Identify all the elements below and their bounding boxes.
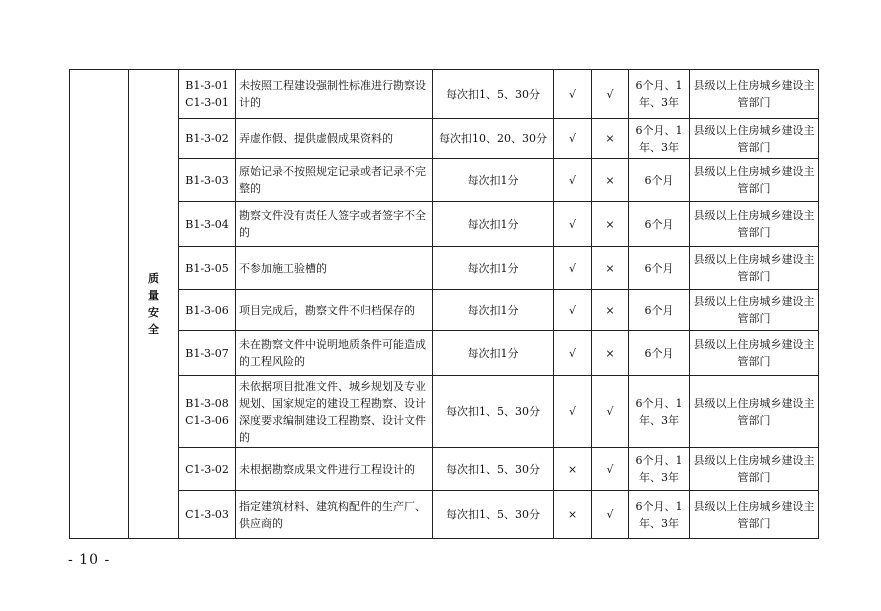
table-body bbox=[70, 70, 819, 539]
authority-cell: 县级以上住房城乡建设主管部门 bbox=[690, 159, 819, 202]
code-text: B1-3-06 bbox=[185, 303, 229, 317]
table-row bbox=[70, 290, 819, 331]
mark1-cell: √ bbox=[554, 331, 592, 376]
mark2-cell: √ bbox=[592, 70, 629, 119]
period-cell: 6个月、1年、3年 bbox=[629, 491, 690, 539]
description-cell: 勘察文件没有责任人签字或者签字不全的 bbox=[236, 202, 433, 247]
authority-cell: 县级以上住房城乡建设主管部门 bbox=[690, 290, 819, 331]
mark1-cell: √ bbox=[554, 247, 592, 290]
mark1-cell: √ bbox=[554, 159, 592, 202]
mark1-cell: √ bbox=[554, 119, 592, 159]
mark2-cell: × bbox=[592, 119, 629, 159]
mark2-cell: × bbox=[592, 290, 629, 331]
mark2-cell: × bbox=[592, 331, 629, 376]
description-cell: 原始记录不按照规定记录或者记录不完整的 bbox=[236, 159, 433, 202]
penalty-cell: 每次扣1分 bbox=[433, 247, 554, 290]
mark2-cell: × bbox=[592, 202, 629, 247]
description-cell: 未依据项目批准文件、城乡规划及专业规划、国家规定的建设工程勘察、设计深度要求编制建设工程勘察、设计文件的 bbox=[236, 376, 433, 448]
description-cell: 未按照工程建设强制性标准进行勘察设计的 bbox=[236, 70, 433, 119]
table-row bbox=[70, 491, 819, 539]
authority-cell: 县级以上住房城乡建设主管部门 bbox=[690, 119, 819, 159]
code-text: B1-3-02 bbox=[185, 132, 229, 145]
code-text: B1-3-03 bbox=[185, 173, 229, 187]
code-text: C1-3-02 bbox=[185, 462, 229, 476]
mark1-cell: √ bbox=[554, 376, 592, 448]
table-row bbox=[70, 247, 819, 290]
code-text: B1-3-05 bbox=[185, 261, 229, 275]
mark2-cell: √ bbox=[592, 448, 629, 491]
table-row bbox=[70, 331, 819, 376]
mark1-cell: × bbox=[554, 448, 592, 491]
code-text: C1-3-03 bbox=[185, 508, 229, 521]
table-row bbox=[70, 159, 819, 202]
code-cell bbox=[179, 376, 236, 448]
authority-cell: 县级以上住房城乡建设主管部门 bbox=[690, 448, 819, 491]
authority-cell: 县级以上住房城乡建设主管部门 bbox=[690, 376, 819, 448]
code-cell bbox=[179, 70, 236, 119]
code-cell bbox=[179, 491, 236, 539]
description-cell: 未在勘察文件中说明地质条件可能造成的工程风险的 bbox=[236, 331, 433, 376]
authority-cell: 县级以上住房城乡建设主管部门 bbox=[690, 70, 819, 119]
penalty-cell: 每次扣1分 bbox=[433, 202, 554, 247]
penalty-cell: 每次扣1、5、30分 bbox=[433, 70, 554, 119]
mark2-cell: × bbox=[592, 159, 629, 202]
code-text: B1-3-04 bbox=[185, 217, 229, 231]
authority-cell: 县级以上住房城乡建设主管部门 bbox=[690, 491, 819, 539]
period-cell: 6个月 bbox=[629, 247, 690, 290]
description-cell: 不参加施工验槽的 bbox=[236, 247, 433, 290]
period-cell: 6个月、1年、3年 bbox=[629, 376, 690, 448]
mark1-cell: √ bbox=[554, 202, 592, 247]
table-row bbox=[70, 70, 819, 119]
code-text: C1-3-01 bbox=[185, 96, 229, 109]
penalty-cell: 每次扣1、5、30分 bbox=[433, 491, 554, 539]
code-text: C1-3-06 bbox=[185, 413, 229, 427]
code-cell bbox=[179, 159, 236, 202]
period-cell: 6个月 bbox=[629, 290, 690, 331]
code-cell bbox=[179, 247, 236, 290]
code-cell bbox=[179, 202, 236, 247]
description-cell: 项目完成后，勘察文件不归档保存的 bbox=[236, 290, 433, 331]
table-row bbox=[70, 376, 819, 448]
penalty-cell: 每次扣1、5、30分 bbox=[433, 376, 554, 448]
code-text: B1-3-08 bbox=[185, 396, 229, 410]
table-row bbox=[70, 119, 819, 159]
penalty-cell: 每次扣1、5、30分 bbox=[433, 448, 554, 491]
period-cell: 6个月 bbox=[629, 159, 690, 202]
penalty-table bbox=[69, 69, 819, 539]
authority-cell: 县级以上住房城乡建设主管部门 bbox=[690, 202, 819, 247]
code-cell bbox=[179, 331, 236, 376]
mark1-cell: × bbox=[554, 491, 592, 539]
period-cell: 6个月、1年、3年 bbox=[629, 448, 690, 491]
period-cell: 6个月、1年、3年 bbox=[629, 119, 690, 159]
mark2-cell: × bbox=[592, 247, 629, 290]
mark2-cell: √ bbox=[592, 491, 629, 539]
period-cell: 6个月 bbox=[629, 202, 690, 247]
authority-cell: 县级以上住房城乡建设主管部门 bbox=[690, 331, 819, 376]
code-cell bbox=[179, 448, 236, 491]
table-row bbox=[70, 202, 819, 247]
period-cell: 6个月、1年、3年 bbox=[629, 70, 690, 119]
penalty-cell: 每次扣1分 bbox=[433, 331, 554, 376]
table-row bbox=[70, 448, 819, 491]
empty-index-cell bbox=[70, 70, 129, 539]
category-cell: 质量安全 bbox=[129, 70, 179, 539]
penalty-cell: 每次扣10、20、30分 bbox=[433, 119, 554, 159]
authority-cell: 县级以上住房城乡建设主管部门 bbox=[690, 247, 819, 290]
mark1-cell: √ bbox=[554, 290, 592, 331]
penalty-cell: 每次扣1分 bbox=[433, 159, 554, 202]
code-text: B1-3-01 bbox=[185, 79, 229, 92]
page-number: - 10 - bbox=[68, 552, 111, 568]
period-cell: 6个月 bbox=[629, 331, 690, 376]
description-cell: 指定建筑材料、建筑构配件的生产厂、供应商的 bbox=[236, 491, 433, 539]
description-cell: 未根据勘察成果文件进行工程设计的 bbox=[236, 448, 433, 491]
penalty-cell: 每次扣1分 bbox=[433, 290, 554, 331]
mark2-cell: √ bbox=[592, 376, 629, 448]
code-cell bbox=[179, 119, 236, 159]
code-cell bbox=[179, 290, 236, 331]
code-text: B1-3-07 bbox=[185, 346, 229, 360]
description-cell: 弄虚作假、提供虚假成果资料的 bbox=[236, 119, 433, 159]
mark1-cell: √ bbox=[554, 70, 592, 119]
